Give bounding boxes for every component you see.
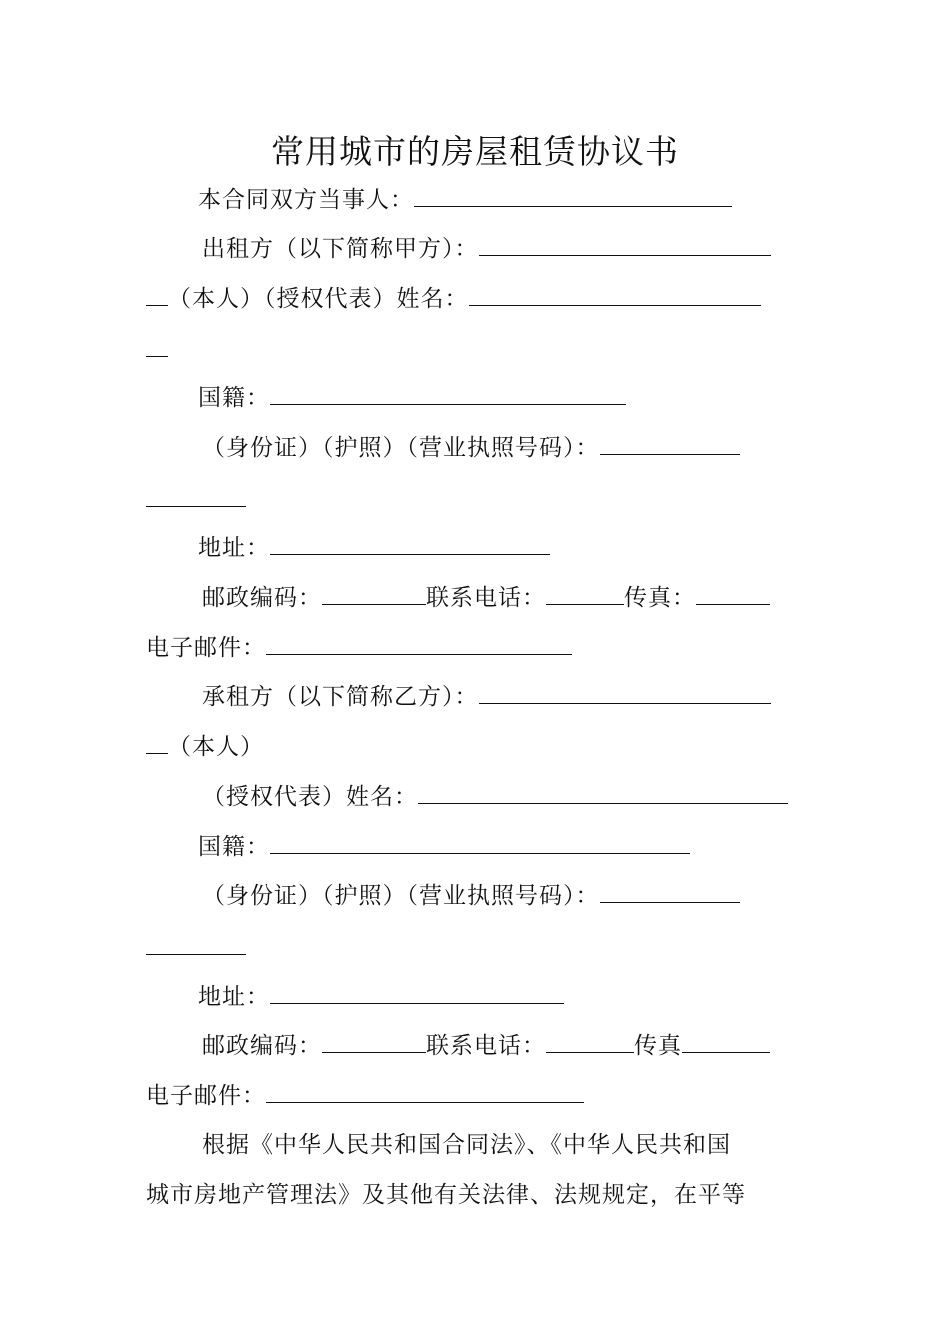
lessor-name-cont-blank[interactable] bbox=[146, 330, 168, 357]
lessor-name-label: （本人）（授权代表）姓名： bbox=[168, 286, 469, 312]
preamble-line-2: 城市房地产管理法》及其他有关法律、法规规定，在平等 bbox=[146, 1182, 746, 1208]
lessor-id-line bbox=[146, 428, 806, 468]
lessee-postcode-label: 邮政编码： bbox=[202, 1033, 322, 1059]
lessee-self-label: （本人） bbox=[168, 734, 264, 760]
lessor-id-label: （身份证）（护照）（营业执照号码）： bbox=[202, 435, 600, 461]
lessor-address-blank[interactable] bbox=[270, 528, 550, 555]
parties-blank[interactable] bbox=[414, 180, 732, 207]
lessor-contact-line bbox=[146, 578, 806, 618]
lessor-fax-blank[interactable] bbox=[696, 578, 770, 605]
lessor-name-continuation bbox=[146, 330, 806, 370]
lessor-id-cont-blank[interactable] bbox=[146, 480, 246, 507]
lessor-nationality-line bbox=[146, 378, 806, 418]
lessee-postcode-blank[interactable] bbox=[322, 1026, 426, 1053]
lessee-id-continuation bbox=[146, 928, 806, 968]
lessee-blank[interactable] bbox=[479, 677, 771, 704]
lessor-address-label: 地址： bbox=[198, 535, 270, 561]
lessor-label: 出租方（以下简称甲方）： bbox=[202, 236, 479, 262]
lessee-name-blank[interactable] bbox=[418, 777, 788, 804]
lessor-fax-label: 传真： bbox=[624, 585, 696, 611]
lessee-email-line bbox=[146, 1076, 806, 1116]
lessor-name-line bbox=[146, 279, 806, 319]
lessee-email-label: 电子邮件： bbox=[146, 1083, 266, 1109]
lessee-id-label: （身份证）（护照）（营业执照号码）： bbox=[202, 883, 600, 909]
lessee-address-line bbox=[146, 977, 806, 1017]
lessee-contact-line bbox=[146, 1026, 806, 1066]
lessee-id-blank[interactable] bbox=[600, 876, 740, 903]
lessor-phone-label: 联系电话： bbox=[426, 585, 546, 611]
lessor-nationality-label: 国籍： bbox=[198, 385, 270, 411]
lessee-self-line bbox=[146, 727, 806, 767]
document-title: 常用城市的房屋租赁协议书 bbox=[271, 132, 679, 171]
lessor-email-line bbox=[146, 628, 806, 668]
lessor-email-label: 电子邮件： bbox=[146, 635, 266, 661]
lessee-fax-blank[interactable] bbox=[682, 1026, 770, 1053]
lessee-name-label: （授权代表）姓名： bbox=[202, 784, 418, 810]
lessee-self-prefix-blank[interactable] bbox=[146, 727, 168, 754]
lessor-postcode-label: 邮政编码： bbox=[202, 585, 322, 611]
lessee-nationality-blank[interactable] bbox=[270, 827, 690, 854]
lessee-name-line bbox=[146, 777, 806, 817]
lessee-address-label: 地址： bbox=[198, 984, 270, 1010]
parties-label: 本合同双方当事人： bbox=[198, 187, 414, 213]
parties-line bbox=[146, 180, 806, 220]
lessee-id-cont-blank[interactable] bbox=[146, 928, 246, 955]
lessor-email-blank[interactable] bbox=[266, 628, 572, 655]
lessee-label: 承租方（以下简称乙方）： bbox=[202, 684, 479, 710]
lessee-address-blank[interactable] bbox=[270, 977, 564, 1004]
lessee-phone-label: 联系电话： bbox=[426, 1033, 546, 1059]
preamble-line-1: 根据《中华人民共和国合同法》、《中华人民共和国 bbox=[202, 1132, 731, 1158]
lessor-id-blank[interactable] bbox=[600, 428, 740, 455]
lessee-nationality-line bbox=[146, 827, 806, 867]
lessee-line bbox=[146, 677, 806, 717]
lessor-name-prefix-blank[interactable] bbox=[146, 279, 168, 306]
lessee-phone-blank[interactable] bbox=[546, 1026, 634, 1053]
lessor-nationality-blank[interactable] bbox=[270, 378, 626, 405]
lessor-address-line bbox=[146, 528, 806, 568]
lessor-id-continuation bbox=[146, 480, 806, 520]
lessor-name-blank[interactable] bbox=[469, 279, 761, 306]
lessor-blank[interactable] bbox=[479, 229, 771, 256]
lessor-phone-blank[interactable] bbox=[546, 578, 624, 605]
lessor-line bbox=[146, 229, 806, 269]
lessee-nationality-label: 国籍： bbox=[198, 834, 270, 860]
lessor-postcode-blank[interactable] bbox=[322, 578, 426, 605]
lessee-id-line bbox=[146, 876, 806, 916]
lessee-fax-label: 传真 bbox=[634, 1033, 682, 1059]
lessee-email-blank[interactable] bbox=[266, 1076, 584, 1103]
